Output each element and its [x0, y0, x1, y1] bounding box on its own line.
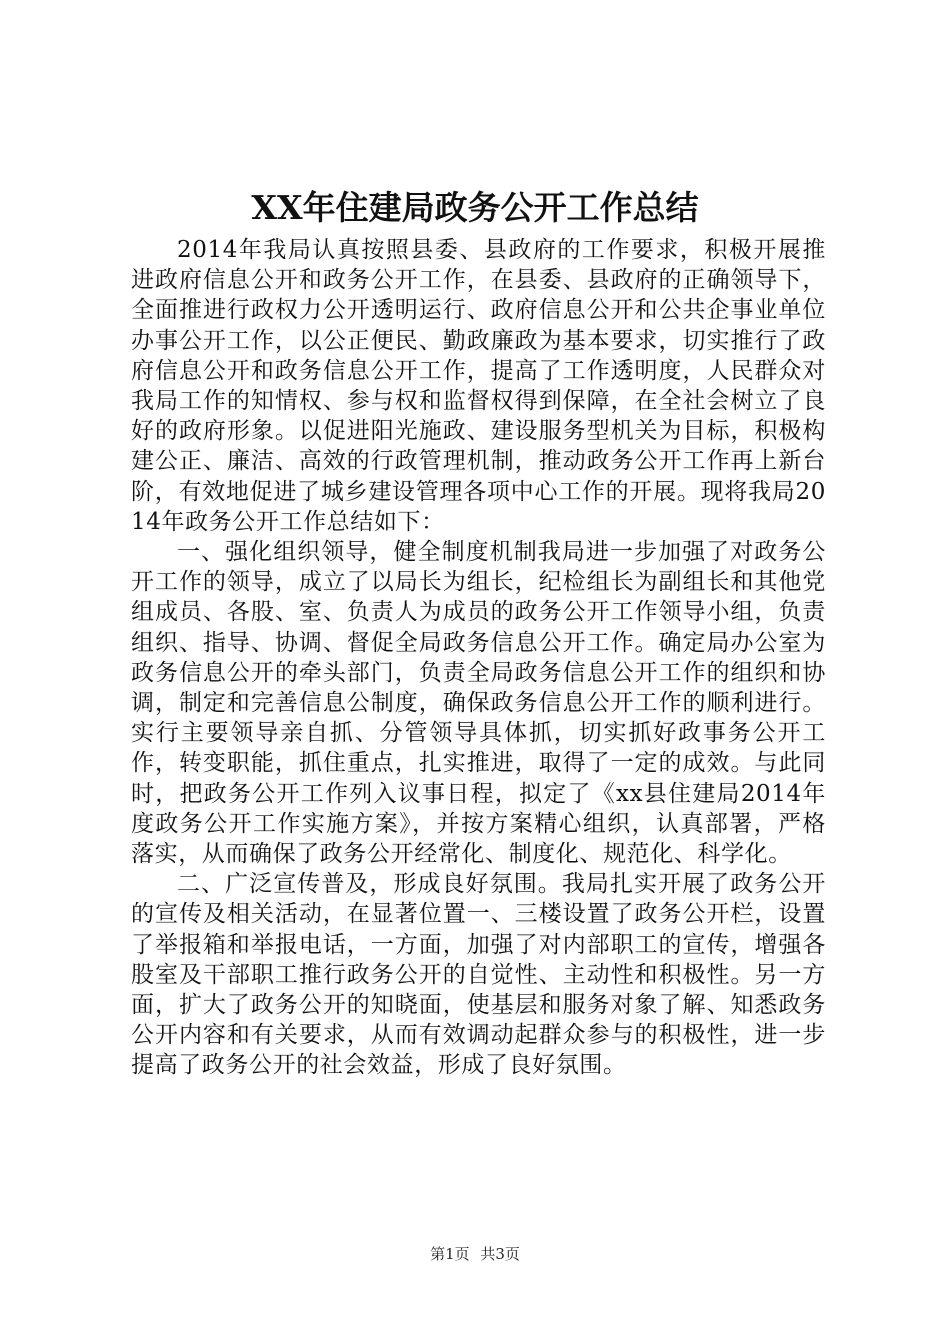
- paragraph-intro: 2014年我局认真按照县委、县政府的工作要求，积极开展推进政府信息公开和政务公开工作，在县委、县政府的正确领导下，全面推进行政权力公开透明运行、政府信息公开和公共企事业单位办事公开工作，以公正便民、勤政廉政为基本要求，切实推行了政府信息公开和政务信息公开工作，提高了工作透明度，人民群众对我局工作的知情权、参与权和监督权得到保障，在全社会树立了良好的政府形象。以促进阳光施政、建设服务型机关为目标，积极构建公正、廉洁、高效的行政管理机制，推动政务公开工作再上新台阶，有效地促进了城乡建设管理各项中心工作的开展。现将我局2014年政务公开工作总结如下：: [131, 237, 826, 535]
- document-body: [131, 235, 826, 1081]
- document-title: XX年住建局政务公开工作总结: [251, 188, 699, 227]
- page-footer: [0, 1244, 950, 1264]
- paragraph-section-1: 一、强化组织领导，健全制度机制我局进一步加强了对政务公开工作的领导，成立了以局长为组长，纪检组长为副组长和其他党组成员、各股、室、负责人为成员的政务公开工作领导小组，负责组织、指导、协调、督促全局政务信息公开工作。确定局办公室为政务信息公开的牵头部门，负责全局政务信息公开工作的组织和协调，制定和完善信息公制度，确保政务信息公开工作的顺利进行。实行主要领导亲自抓、分管领导具体抓，切实抓好政事务公开工作，转变职能，抓住重点，扎实推进，取得了一定的成效。与此同时，把政务公开工作列入议事日程，拟定了《xx县住建局2014年度政务公开工作实施方案》，并按方案精心组织，认真部署，严格落实，从而确保了政务公开经常化、制度化、规范化、科学化。: [131, 539, 826, 868]
- page-total: 共3页: [480, 1245, 520, 1263]
- paragraph-section-2: 二、广泛宣传普及，形成良好氛围。我局扎实开展了政务公开的宣传及相关活动，在显著位置一、三楼设置了政务公开栏，设置了举报箱和举报电话，一方面，加强了对内部职工的宣传，增强各股室及干部职工推行政务公开的自觉性、主动性和积极性。另一方面，扩大了政务公开的知晓面，使基层和服务对象了解、知悉政务公开内容和有关要求，从而有效调动起群众参与的积极性，进一步提高了政务公开的社会效益，形成了良好氛围。: [131, 871, 826, 1079]
- page-number: 第1页: [430, 1245, 470, 1263]
